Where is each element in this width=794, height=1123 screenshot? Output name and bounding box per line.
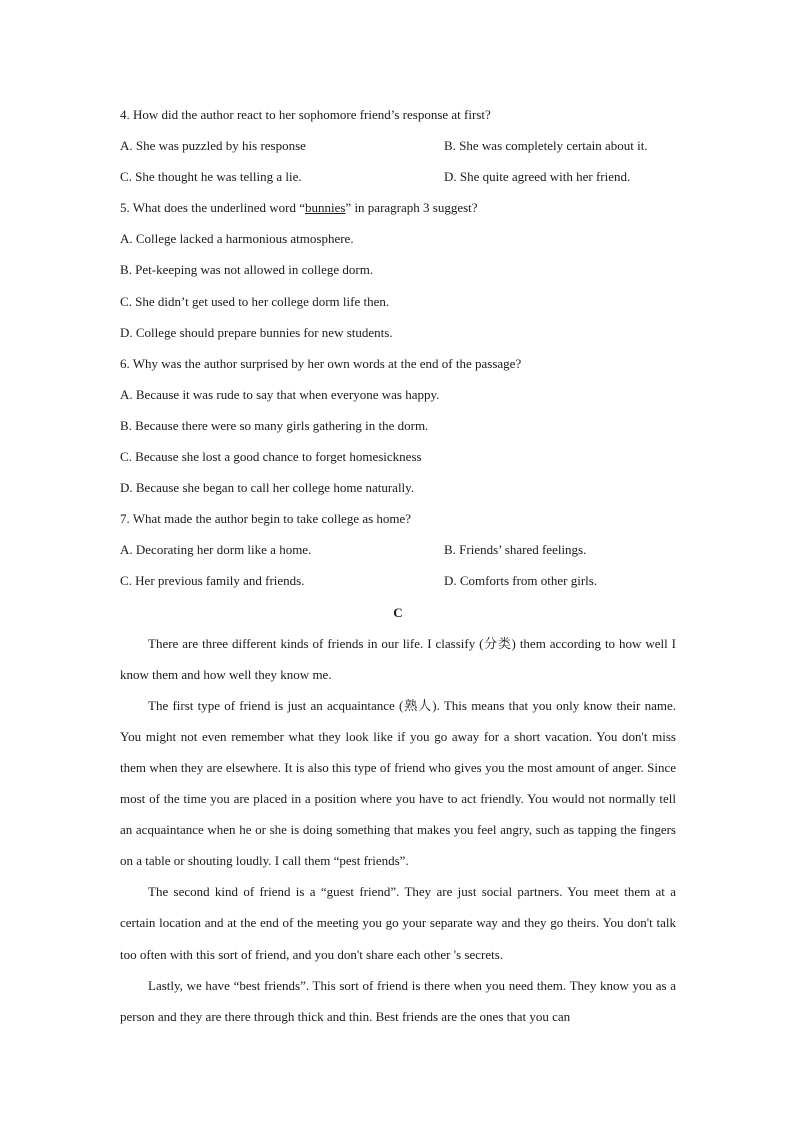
question-6-stem: 6. Why was the author surprised by her own words at the end of the passage?	[120, 355, 522, 371]
question-4-stem: 4. How did the author react to her sophomore friend’s response at first?	[120, 107, 491, 122]
question-4-options-row-1	[120, 130, 676, 161]
question-5-option-a: A. College lacked a harmonious atmosphere.	[120, 231, 354, 247]
passage-paragraph-2: The first type of friend is just an acquaintance (熟人). This means that you only know their name. You might not even remember what they look like if you go away for a short vacation. You don't miss them when they are elsewhere. It is also this type of friend who gives you the most amount of anger. Since most of the time you are placed in a position where you have to act friendly. You would not normally tell an acquaintance when he or she is doing something that makes you feel angry, such as tapping the fingers on a table or shouting loudly. I call them “pest friends”.	[120, 697, 676, 869]
question-6-option-d: D. Because she began to call her college home naturally.	[120, 480, 415, 496]
question-5-option-c: C. She didn’t get used to her college dorm life then.	[120, 293, 390, 309]
question-7-option-d: D. Comforts from other girls.	[444, 573, 598, 589]
question-7-option-b: B. Friends’ shared feelings.	[444, 542, 587, 558]
underlined-word: bunnies	[304, 200, 346, 216]
question-7-options-row-2	[120, 565, 676, 596]
question-7-option-c: C. Her previous family and friends.	[120, 573, 305, 589]
question-4-option-a: A. She was puzzled by his response	[120, 138, 306, 154]
question-5-option-d: D. College should prepare bunnies for new students.	[120, 324, 393, 340]
section-heading: C	[393, 604, 403, 620]
question-4-options-row-2	[120, 161, 676, 192]
passage-paragraph-3: The second kind of friend is a “guest friend”. They are just social partners. You meet them at a certain location and at the end of the meeting you go your separate way and they go theirs. You don't talk too often with this sort of friend, and you don't share each other 's secrets.	[120, 884, 676, 962]
question-6-option-a: A. Because it was rude to say that when everyone was happy.	[120, 386, 440, 402]
question-4-option-d: D. She quite agreed with her friend.	[444, 169, 631, 185]
question-5-stem: 5. What does the underlined word “bunnies” in paragraph 3 suggest?	[120, 200, 478, 216]
question-5-option-b: B. Pet-keeping was not allowed in college dorm.	[120, 262, 374, 278]
question-6-option-b: B. Because there were so many girls gathering in the dorm.	[120, 417, 429, 433]
question-7-options-row-1	[120, 534, 676, 565]
passage-paragraph-1: There are three different kinds of friends in our life. I classify (分类) them according to how well I know them and how well they know me.	[120, 635, 676, 682]
exam-page	[120, 99, 676, 1032]
question-7-stem: 7. What made the author begin to take college as home?	[120, 511, 412, 527]
question-6-option-c: C. Because she lost a good chance to forget homesickness	[120, 449, 422, 465]
question-4-option-b: B. She was completely certain about it.	[444, 138, 648, 154]
question-7-option-a: A. Decorating her dorm like a home.	[120, 542, 312, 558]
question-4-option-c: C. She thought he was telling a lie.	[120, 169, 302, 185]
passage-paragraph-4: Lastly, we have “best friends”. This sort of friend is there when you need them. They know you as a person and they are there through thick and thin. Best friends are the ones that you can	[120, 977, 676, 1024]
